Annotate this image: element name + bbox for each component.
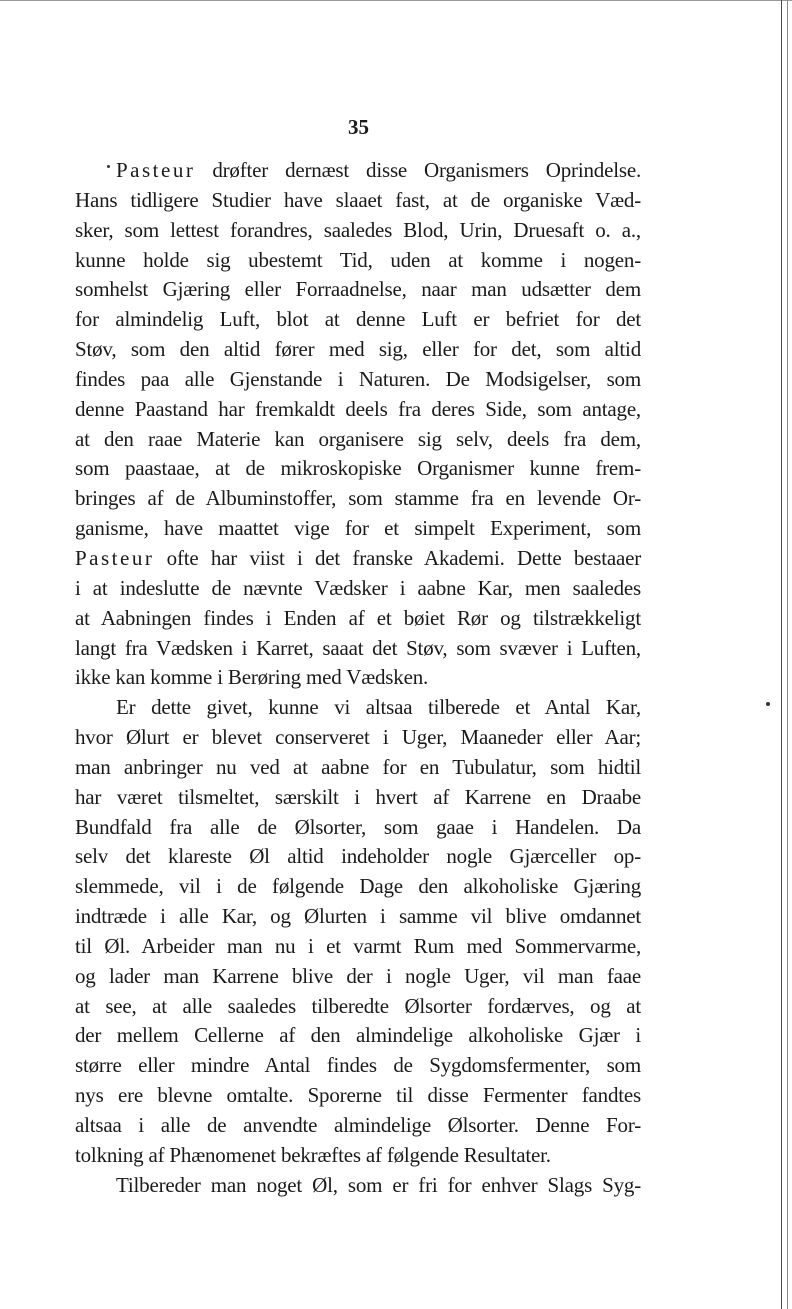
text-line: Hans tidligere Studier have slaaet fast, at de organiske Væd- [75, 187, 641, 212]
text-line: ikke kan komme i Berøring med Vædsken. [75, 665, 429, 690]
text-line: at den raae Materie kan organisere sig selv, deels fra dem, [75, 426, 641, 451]
text-line: slemmede, vil i de følgende Dage den alkoholiske Gjæring [75, 874, 641, 899]
text-line: at see, at alle saaledes tilberedte Ølsorter fordærves, og at [75, 993, 641, 1018]
text-line: altsaa i alle de anvendte almindelige Ølsorter. Denne For- [75, 1113, 641, 1137]
paragraph [75, 693, 641, 1171]
text-line: Tilbereder man noget Øl, som er fri for enhver Slags Syg- [116, 1172, 641, 1197]
text-line: at Aabningen findes i Enden af et bøiet Rør og tilstrækkeligt [75, 605, 641, 630]
text-line: tolkning af Phænomenet bekræftes af følgende Resultater. [75, 1142, 551, 1167]
text-line: Pasteur ofte har viist i det franske Akademi. Dette bestaaer [75, 545, 641, 570]
text-line: Støv, som den altid fører med sig, eller for det, som altid [75, 337, 641, 362]
text-line: som paastaae, at de mikroskopiske Organismer kunne frem- [75, 456, 641, 481]
scan-edge-right [781, 0, 782, 1309]
emphasized-name: Pasteur [116, 158, 196, 182]
text-line: Er dette givet, kunne vi altsaa tilberede et Antal Kar, [116, 695, 641, 720]
text-line: der mellem Cellerne af den almindelige alkoholiske Gjær i [75, 1023, 641, 1048]
text-line: selv det klareste Øl altid indeholder nogle Gjærceller op- [75, 844, 641, 869]
text-line: har været tilsmeltet, særskilt i hvert af Karrene en Draabe [75, 784, 641, 809]
body-text [75, 156, 641, 1201]
text-line: denne Paastand har fremkaldt deels fra deres Side, som antage, [75, 396, 641, 421]
paragraph [75, 156, 641, 693]
scan-edge-top [0, 0, 792, 1]
text-line: langt fra Vædsken i Karret, saaat det Støv, som svæver i Luften, [75, 635, 641, 660]
text-line: somhelst Gjæring eller Forraadnelse, naar man udsætter dem [75, 277, 641, 302]
text-line: findes paa alle Gjenstande i Naturen. De Modsigelser, som [75, 366, 641, 391]
text-line: indtræde i alle Kar, og Ølurten i samme vil blive omdannet [75, 904, 641, 929]
text-line: Pasteur drøfter dernæst disse Organismers Oprindelse. [116, 158, 641, 182]
text-line: nys ere blevne omtalte. Sporerne til disse Fermenter fandtes [75, 1083, 641, 1108]
text-line: kunne holde sig ubestemt Tid, uden at komme i nogen- [75, 247, 641, 272]
page-number: 35 [348, 115, 369, 139]
margin-speck [107, 165, 110, 168]
text-line: og lader man Karrene blive der i nogle Uger, vil man faae [75, 963, 641, 988]
text-line: bringes af de Albuminstoffer, som stamme fra en levende Or- [75, 486, 641, 511]
text-line: i at indeslutte de nævnte Vædsker i aabne Kar, men saaledes [75, 575, 641, 600]
margin-speck [766, 702, 770, 706]
text-line: Bundfald fra alle de Ølsorter, som gaae i Handelen. Da [75, 814, 641, 839]
text-line: for almindelig Luft, blot at denne Luft er befriet for det [75, 307, 641, 332]
emphasized-name: Pasteur [75, 545, 155, 570]
text-line: man anbringer nu ved at aabne for en Tubulatur, som hidtil [75, 754, 641, 779]
text-line: sker, som lettest forandres, saaledes Blod, Urin, Druesaft o. a., [75, 217, 641, 242]
text-line: ganisme, have maattet vige for et simpelt Experiment, som [75, 516, 641, 541]
text-line: til Øl. Arbeider man nu i et varmt Rum med Sommervarme, [75, 933, 641, 958]
text-line: større eller mindre Antal findes de Sygdomsfermenter, som [75, 1053, 641, 1078]
paragraph [75, 1171, 641, 1201]
scan-edge-right-outer [787, 0, 788, 1309]
text-line: hvor Ølurt er blevet conserveret i Uger, Maaneder eller Aar; [75, 725, 641, 750]
